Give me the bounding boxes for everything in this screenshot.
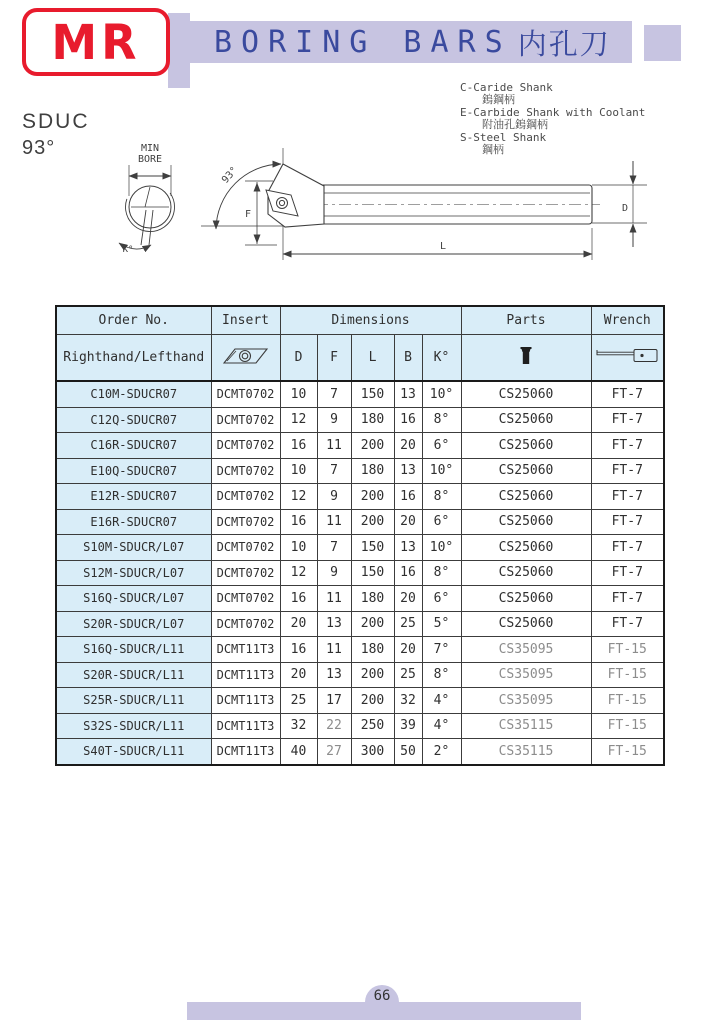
cell-k: 8° [422,560,461,586]
cell-d: 32 [280,713,317,739]
cell-parts: CS25060 [461,535,591,561]
table-row [56,739,664,765]
cell-f: 13 [317,611,351,637]
table-row [56,381,664,407]
cell-parts: CS35095 [461,688,591,714]
cell-order: S20R-SDUCR/L11 [56,662,211,688]
cell-wrench: FT-7 [591,484,664,510]
table-row [56,688,664,714]
header-dim-f: F [317,335,351,382]
cell-insert: DCMT0702 [211,509,280,535]
header-dimensions: Dimensions [280,306,461,335]
cell-b: 20 [394,509,422,535]
cell-b: 20 [394,637,422,663]
legend-line: C-Caride Shank [460,81,553,94]
cell-parts: CS25060 [461,458,591,484]
legend-line: S-Steel Shank [460,130,547,144]
page-number: 66 [373,988,391,1004]
table-subheader-row [56,335,664,382]
cell-k: 8° [422,407,461,433]
cell-parts: CS25060 [461,433,591,459]
cell-f: 11 [317,433,351,459]
cell-k: 4° [422,688,461,714]
cell-order: E10Q-SDUCR07 [56,458,211,484]
cell-l: 150 [351,381,394,407]
cell-parts: CS25060 [461,407,591,433]
table-row [56,586,664,612]
cell-d: 10 [280,535,317,561]
cell-insert: DCMT11T3 [211,688,280,714]
cell-b: 25 [394,662,422,688]
table-row [56,713,664,739]
cell-order: S32S-SDUCR/L11 [56,713,211,739]
cell-insert: DCMT0702 [211,560,280,586]
table-body [56,381,664,765]
cell-d: 10 [280,458,317,484]
cell-f: 7 [317,535,351,561]
header-dim-d: D [280,335,317,382]
cell-wrench: FT-7 [591,560,664,586]
cell-b: 50 [394,739,422,765]
table-row [56,611,664,637]
cell-k: 8° [422,662,461,688]
cell-insert: DCMT11T3 [211,713,280,739]
brand-logo-text: MR [51,13,141,71]
cell-parts: CS25060 [461,586,591,612]
cell-insert: DCMT0702 [211,611,280,637]
cell-insert: DCMT0702 [211,407,280,433]
cell-d: 16 [280,433,317,459]
table-row [56,637,664,663]
cell-order: C16R-SDUCR07 [56,433,211,459]
table-row [56,535,664,561]
cell-f: 22 [317,713,351,739]
cell-order: S20R-SDUCR/L07 [56,611,211,637]
cell-b: 20 [394,433,422,459]
series-label: SDUC [22,110,90,133]
cell-k: 10° [422,535,461,561]
header-dim-l: L [351,335,394,382]
header-dim-k: K° [422,335,461,382]
cell-parts: CS35115 [461,713,591,739]
cell-b: 13 [394,535,422,561]
cell-wrench: FT-7 [591,586,664,612]
legend-line: 鋼柄 [482,143,504,157]
cell-insert: DCMT0702 [211,381,280,407]
cell-insert: DCMT11T3 [211,739,280,765]
table-row [56,509,664,535]
cell-wrench: FT-7 [591,509,664,535]
cell-l: 200 [351,611,394,637]
cell-l: 250 [351,713,394,739]
insert-icon [211,335,280,382]
cell-l: 200 [351,509,394,535]
cell-f: 11 [317,637,351,663]
k-angle-label: K° [122,245,134,255]
cell-parts: CS25060 [461,560,591,586]
header-hand: Righthand/Lefthand [56,335,211,382]
cell-order: E12R-SDUCR07 [56,484,211,510]
cell-wrench: FT-7 [591,611,664,637]
cell-wrench: FT-15 [591,662,664,688]
cell-wrench: FT-7 [591,407,664,433]
header-dim-b: B [394,335,422,382]
cell-wrench: FT-15 [591,637,664,663]
cell-f: 7 [317,458,351,484]
cell-k: 6° [422,586,461,612]
table-row [56,433,664,459]
cell-d: 12 [280,560,317,586]
cell-insert: DCMT0702 [211,433,280,459]
cell-k: 8° [422,484,461,510]
cell-wrench: FT-7 [591,535,664,561]
page-title: BORING BARS [214,24,512,60]
cell-k: 10° [422,458,461,484]
min-bore-label2: BORE [137,154,163,165]
lead-angle-label: 93° [22,137,56,159]
cell-b: 16 [394,407,422,433]
l-dim-label: L [439,241,447,252]
footer-bar [187,1002,581,1020]
cell-b: 25 [394,611,422,637]
cell-order: S16Q-SDUCR/L11 [56,637,211,663]
cell-order: S16Q-SDUCR/L07 [56,586,211,612]
cell-order: C12Q-SDUCR07 [56,407,211,433]
cell-f: 13 [317,662,351,688]
cell-order: S12M-SDUCR/L07 [56,560,211,586]
cell-b: 32 [394,688,422,714]
cell-insert: DCMT11T3 [211,662,280,688]
cell-d: 12 [280,407,317,433]
cell-f: 27 [317,739,351,765]
cell-d: 20 [280,611,317,637]
cell-b: 16 [394,484,422,510]
cell-d: 16 [280,637,317,663]
cell-d: 10 [280,381,317,407]
cell-insert: DCMT0702 [211,535,280,561]
cell-insert: DCMT0702 [211,458,280,484]
cell-f: 9 [317,484,351,510]
cell-d: 16 [280,586,317,612]
cell-parts: CS25060 [461,611,591,637]
table-row [56,662,664,688]
cell-b: 13 [394,458,422,484]
cell-parts: CS25060 [461,509,591,535]
cell-f: 11 [317,509,351,535]
cell-d: 20 [280,662,317,688]
cell-b: 16 [394,560,422,586]
cell-d: 25 [280,688,317,714]
cell-l: 180 [351,407,394,433]
cell-order: C10M-SDUCR07 [56,381,211,407]
cell-parts: CS25060 [461,381,591,407]
cell-k: 10° [422,381,461,407]
cell-l: 150 [351,560,394,586]
min-bore-label: MIN [140,143,160,154]
cell-insert: DCMT0702 [211,586,280,612]
header-order-no: Order No. [56,306,211,335]
cell-d: 16 [280,509,317,535]
cell-order: S40T-SDUCR/L11 [56,739,211,765]
cell-wrench: FT-15 [591,713,664,739]
cell-parts: CS35095 [461,637,591,663]
cell-b: 39 [394,713,422,739]
header-insert: Insert [211,306,280,335]
cell-l: 180 [351,586,394,612]
cell-b: 13 [394,381,422,407]
cell-f: 9 [317,407,351,433]
legend-line: 附油孔鎢鋼柄 [482,118,548,132]
cell-l: 200 [351,484,394,510]
cell-d: 12 [280,484,317,510]
header-parts: Parts [461,306,591,335]
cell-order: E16R-SDUCR07 [56,509,211,535]
cell-wrench: FT-15 [591,688,664,714]
cell-f: 17 [317,688,351,714]
screw-icon [461,335,591,382]
product-table [55,305,665,766]
cell-d: 40 [280,739,317,765]
cell-f: 7 [317,381,351,407]
cell-l: 300 [351,739,394,765]
cell-k: 7° [422,637,461,663]
cell-f: 9 [317,560,351,586]
cell-parts: CS25060 [461,484,591,510]
page-title-chinese: 内孔刀 [517,26,611,61]
cell-k: 6° [422,433,461,459]
cell-l: 180 [351,458,394,484]
cell-f: 11 [317,586,351,612]
legend-line: 鎢鋼柄 [482,93,515,107]
table-row [56,560,664,586]
f-dim-label: F [244,209,251,220]
cell-k: 2° [422,739,461,765]
cell-wrench: FT-7 [591,458,664,484]
cell-wrench: FT-7 [591,433,664,459]
cell-insert: DCMT0702 [211,484,280,510]
legend-line: E-Carbide Shank with Coolant [460,105,646,119]
cell-l: 150 [351,535,394,561]
technical-drawing [85,130,680,305]
cell-order: S10M-SDUCR/L07 [56,535,211,561]
cell-l: 200 [351,433,394,459]
cell-wrench: FT-7 [591,381,664,407]
title-banner [168,21,632,63]
cell-l: 200 [351,688,394,714]
cell-k: 4° [422,713,461,739]
table-row [56,484,664,510]
cell-l: 180 [351,637,394,663]
table-row [56,407,664,433]
wrench-icon [591,335,664,382]
cell-k: 6° [422,509,461,535]
cell-wrench: FT-15 [591,739,664,765]
cell-k: 5° [422,611,461,637]
d-dim-label: D [621,203,628,214]
header-wrench: Wrench [591,306,664,335]
cell-insert: DCMT11T3 [211,637,280,663]
cell-order: S25R-SDUCR/L11 [56,688,211,714]
cell-parts: CS35115 [461,739,591,765]
table-row [56,458,664,484]
cell-l: 200 [351,662,394,688]
lead-angle-callout: 93° [220,164,241,186]
cell-b: 20 [394,586,422,612]
banner-corner-square [644,25,681,61]
table-header-row [56,306,664,335]
cell-parts: CS35095 [461,662,591,688]
brand-logo [22,8,170,76]
